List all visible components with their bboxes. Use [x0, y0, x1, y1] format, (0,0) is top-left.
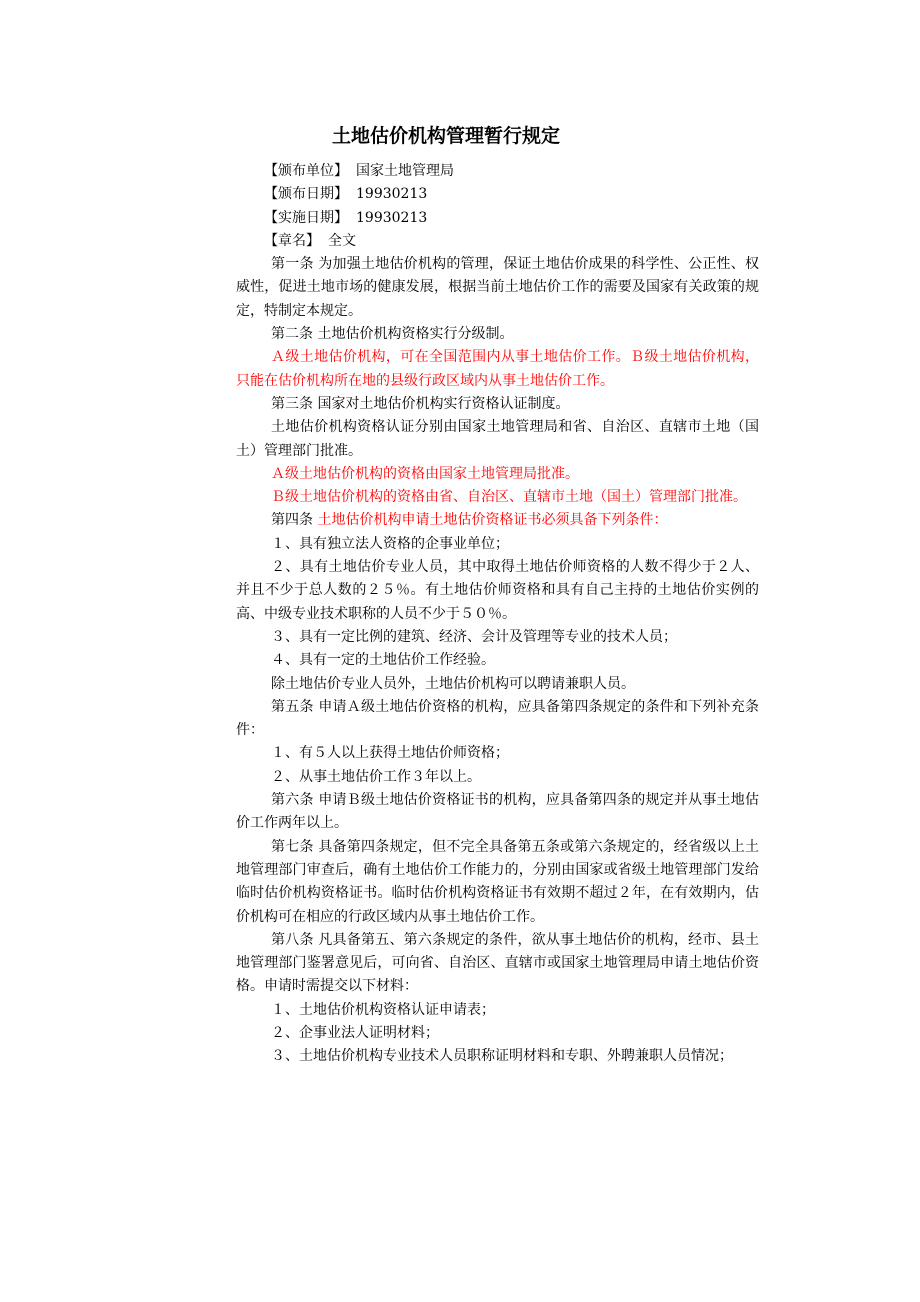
paragraph-text: １、具有独立法人资格的企事业单位；: [271, 535, 509, 552]
paragraph-text: １、有５人以上获得土地估价师资格；: [271, 745, 509, 762]
paragraph-text: 第七条 具备第四条规定，但不完全具备第五条或第六条规定的，经省级以上土地管理部门审查后，确有土地估价工作能力的，分别由国家或省级土地管理部门发给临时估价机构资格证书。临时估价机构资格证书有效期不超过２年，在有效期内，估价机构可在相应的行政区域内从事土地估价工作。: [236, 838, 759, 925]
paragraph: [236, 789, 759, 836]
paragraph-text: ３、具有一定比例的建筑、经济、会计及管理等专业的技术人员；: [271, 628, 677, 645]
document-body: [236, 160, 759, 1069]
meta-issue-date: [236, 183, 759, 206]
paragraph: [236, 1022, 759, 1045]
paragraph-text: 第一条 为加强土地估价机构的管理，保证土地估价成果的科学性、公正性、权威性，促进土地市场的健康发展，根据当前土地估价工作的需要及国家有关政策的规定，特制定本规定。: [236, 256, 759, 319]
paragraph: [236, 346, 759, 393]
paragraph: [236, 416, 759, 463]
document-title: 土地估价机构管理暂行规定: [332, 125, 561, 147]
paragraph-text: Ｂ级土地估价机构的资格由省、自治区、直辖市土地（国土）管理部门批准。: [271, 489, 747, 506]
paragraph-text: ２、具有土地估价专业人员，其中取得土地估价师资格的人数不得少于２人、并且不少于总人数的２５％。有土地估价师资格和具有自己主持的土地估价实例的高、中级专业技术职称的人员不少于５０％。: [236, 559, 759, 622]
meta-effective-date: [236, 207, 759, 230]
paragraph-text: 第二条 土地估价机构资格实行分级制。: [271, 326, 514, 343]
meta-issue-date-value: 19930213: [356, 186, 428, 203]
paragraph: [236, 673, 759, 696]
paragraph: [236, 393, 759, 416]
paragraph: [236, 836, 759, 929]
paragraph-text: ４、具有一定的土地估价工作经验。: [271, 652, 495, 669]
paragraph: [236, 533, 759, 556]
meta-chapter-value: 全文: [328, 232, 356, 249]
meta-issuer: [236, 160, 759, 183]
paragraph: [236, 509, 759, 532]
paragraph: [236, 999, 759, 1022]
meta-issuer-label: 【颁布单位】: [264, 163, 348, 179]
paragraph-text: Ａ级土地估价机构的资格由国家土地管理局批准。: [271, 465, 579, 482]
paragraph-text: ３、土地估价机构专业技术人员职称证明材料和专职、外聘兼职人员情况；: [271, 1048, 733, 1065]
meta-chapter: [236, 230, 759, 253]
paragraph: [236, 323, 759, 346]
paragraph-text: 第三条 国家对土地估价机构实行资格认证制度。: [271, 395, 570, 412]
paragraph-text: 除土地估价专业人员外，土地估价机构可以聘请兼职人员。: [271, 675, 635, 692]
paragraph-prefix: 第四条: [271, 512, 318, 529]
paragraph: [236, 253, 759, 323]
paragraph-text: 第八条 凡具备第五、第六条规定的条件，欲从事土地估价的机构，经市、县土地管理部门鉴署意见后，可向省、自治区、直辖市或国家土地管理局申请土地估价资格。申请时需提交以下材料：: [236, 931, 759, 995]
meta-effective-date-label: 【实施日期】: [264, 209, 348, 226]
paragraph-text: 第六条 申请Ｂ级土地估价资格证书的机构，应具备第四条的规定并从事土地估价工作两年以上。: [236, 792, 759, 832]
paragraph: [236, 766, 759, 789]
paragraph: [236, 556, 759, 626]
paragraph: [236, 626, 759, 649]
paragraph: [236, 1045, 759, 1068]
paragraph-text: 土地估价机构资格认证分别由国家土地管理局和省、自治区、直辖市土地（国土）管理部门批准。: [236, 419, 759, 459]
paragraph: [236, 742, 759, 765]
paragraph-text: ２、企事业法人证明材料；: [271, 1024, 439, 1041]
paragraph-text: ２、从事土地估价工作３年以上。: [271, 768, 481, 785]
paragraph-text: 土地估价机构申请土地估价资格证书必须具备下列条件：: [317, 512, 668, 529]
paragraph: [236, 649, 759, 672]
paragraph-text: １、土地估价机构资格认证申请表；: [271, 1001, 495, 1018]
paragraph-text: Ａ级土地估价机构，可在全国范围内从事土地估价工作。Ｂ级土地估价机构，只能在估价机构所在地的县级行政区域内从事土地估价工作。: [236, 349, 759, 389]
meta-effective-date-value: 19930213: [356, 209, 428, 226]
meta-issue-date-label: 【颁布日期】: [264, 186, 348, 203]
paragraph: [236, 463, 759, 486]
meta-chapter-label: 【章名】: [264, 232, 320, 249]
paragraph-text: 第五条 申请Ａ级土地估价资格的机构，应具备第四条规定的条件和下列补充条件：: [236, 698, 759, 739]
paragraph: [236, 486, 759, 509]
paragraph: [236, 929, 759, 999]
article-list: [236, 253, 759, 1068]
paragraph: [236, 696, 759, 743]
meta-issuer-value: 国家土地管理局: [356, 163, 454, 179]
